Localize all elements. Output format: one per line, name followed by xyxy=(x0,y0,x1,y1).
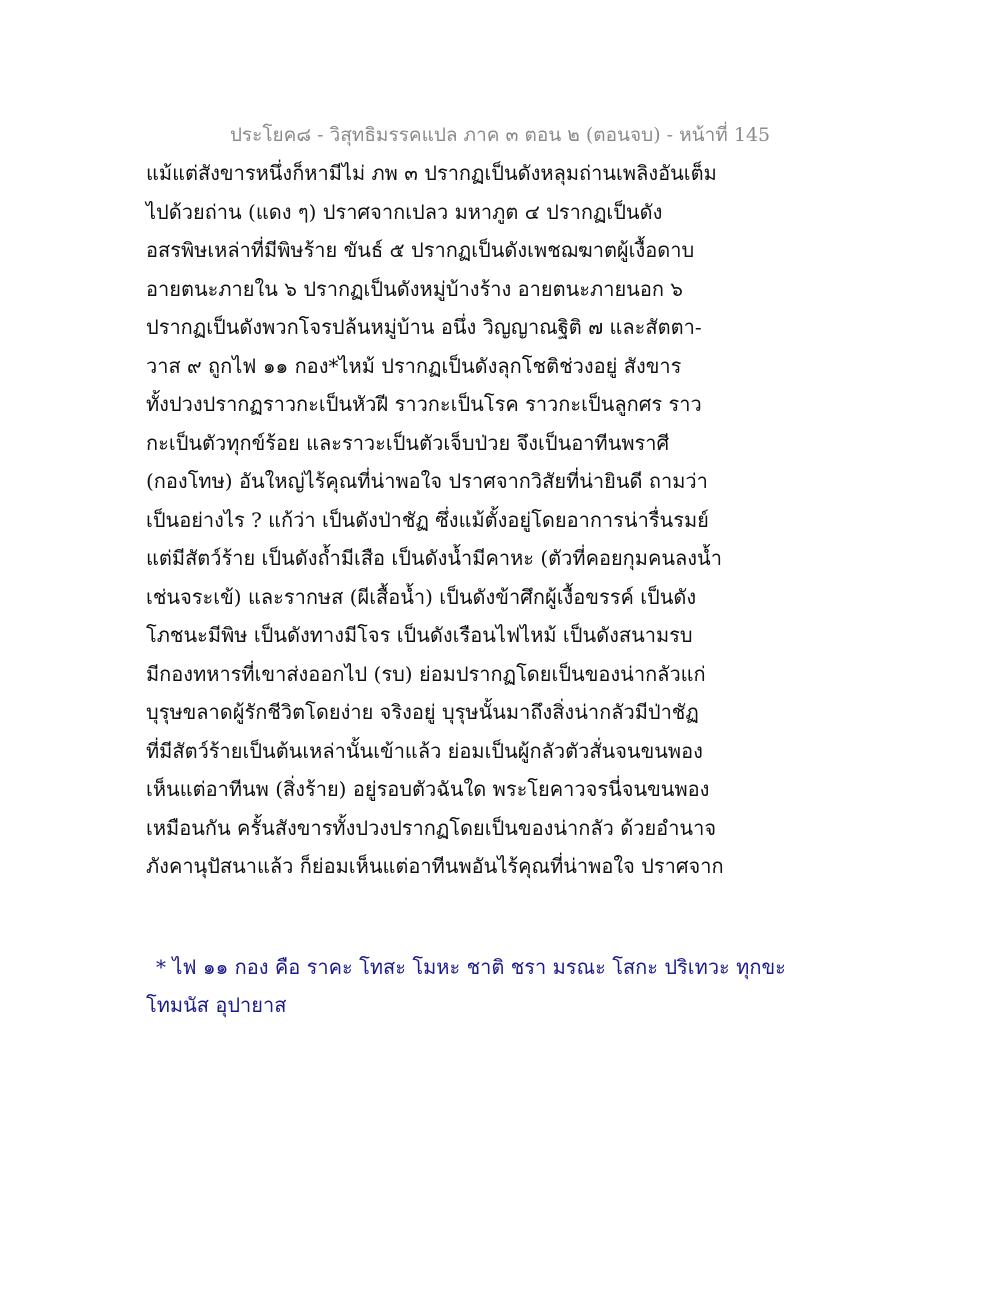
page-header xyxy=(0,120,1000,150)
body-line: อายตนะภายใน ๖ ปรากฏเป็นดังหมู่บ้างร้าง อายตนะภายนอก ๖ xyxy=(146,276,684,301)
body-line: อสรพิษเหล่าที่มีพิษร้าย ขันธ์ ๕ ปรากฏเป็นดังเพชฌฆาตผู้เงื้อดาบ xyxy=(146,238,695,262)
body-line: ที่มีสัตว์ร้ายเป็นต้นเหล่านั้นเข้าแล้ว ย่อมเป็นผู้กลัวตัวสั่นจนขนพอง xyxy=(146,738,703,763)
body-line: ภังคานุปัสนาแล้ว ก็ย่อมเห็นแต่อาทีนพอันไร้คุณที่น่าพอใจ ปราศจาก xyxy=(146,854,724,878)
body-text xyxy=(146,154,866,886)
body-line: แต่มีสัตว์ร้าย เป็นดังถ้ำมีเสือ เป็นดังน้ำมีคาหะ (ตัวที่คอยกุมคนลงน้ำ xyxy=(146,546,722,570)
body-line: เหมือนกัน ครั้นสังขารทั้งปวงปรากฏโดยเป็นของน่ากลัว ด้วยอำนาจ xyxy=(146,815,717,840)
footnote-line: * ไฟ ๑๑ กอง คือ ราคะ โทสะ โมหะ ชาติ ชรา มรณะ โสกะ ปริเทวะ ทุกขะ xyxy=(156,955,786,979)
body-line: บุรุษขลาดผู้รักชีวิตโดยง่าย จริงอยู่ บุรุษนั้นมาถึงสิ่งน่ากลัวมีป่าชัฏ xyxy=(146,700,699,724)
body-line: วาส ๙ ถูกไฟ ๑๑ กอง*ไหม้ ปรากฏเป็นดังลุกโชติช่วงอยู่ สังขาร xyxy=(146,353,682,378)
body-line: เป็นอย่างไร ? แก้ว่า เป็นดังป่าชัฏ ซึ่งแม้ตั้งอยู่โดยอาการน่ารื่นรมย์ xyxy=(146,507,709,532)
body-line: ปรากฏเป็นดังพวกโจรปล้นหมู่บ้าน อนึ่ง วิญญาณฐิติ ๗ และสัตตา- xyxy=(146,315,702,339)
footnote xyxy=(146,948,866,1024)
body-line: (กองโทษ) อันใหญ่ไร้คุณที่น่าพอใจ ปราศจากวิสัยที่น่ายินดี ถามว่า xyxy=(146,469,708,493)
body-line: กะเป็นตัวทุกข์ร้อย และราวะเป็นตัวเจ็บป่วย จึงเป็นอาทีนพราศี xyxy=(146,430,670,455)
body-line: แม้แต่สังขารหนึ่งก็หามีไม่ ภพ ๓ ปรากฏเป็นดังหลุมถ่านเพลิงอันเต็ม xyxy=(146,161,717,185)
body-line: มีกองทหารที่เขาส่งออกไป (รบ) ย่อมปรากฏโดยเป็นของน่ากลัวแก่ xyxy=(146,661,706,686)
body-line: เห็นแต่อาทีนพ (สิ่งร้าย) อยู่รอบตัวฉันใด พระโยคาวจรนี่จนขนพอง xyxy=(146,777,710,801)
body-line: โภชนะมีพิษ เป็นดังทางมีโจร เป็นดังเรือนไฟไหม้ เป็นดังสนามรบ xyxy=(146,623,693,647)
body-line: ไปด้วยถ่าน (แดง ๆ) ปราศจากเปลว มหาภูต ๔ ปรากฏเป็นดัง xyxy=(146,199,663,224)
body-line: เช่นจระเข้) และรากษส (ผีเสื้อน้ำ) เป็นดังข้าศึกผู้เงื้อขรรค์ เป็นดัง xyxy=(146,584,697,609)
body-line: ทั้งปวงปรากฏราวกะเป็นหัวฝี ราวกะเป็นโรค ราวกะเป็นลูกศร ราว xyxy=(146,392,702,416)
footnote-line: โทมนัส อุปายาส xyxy=(146,993,287,1017)
page-header-text: ประโยค๘ - วิสุทธิมรรคแปล ภาค ๓ ตอน ๒ (ตอนจบ) - หน้าที่ 145 xyxy=(229,124,771,146)
